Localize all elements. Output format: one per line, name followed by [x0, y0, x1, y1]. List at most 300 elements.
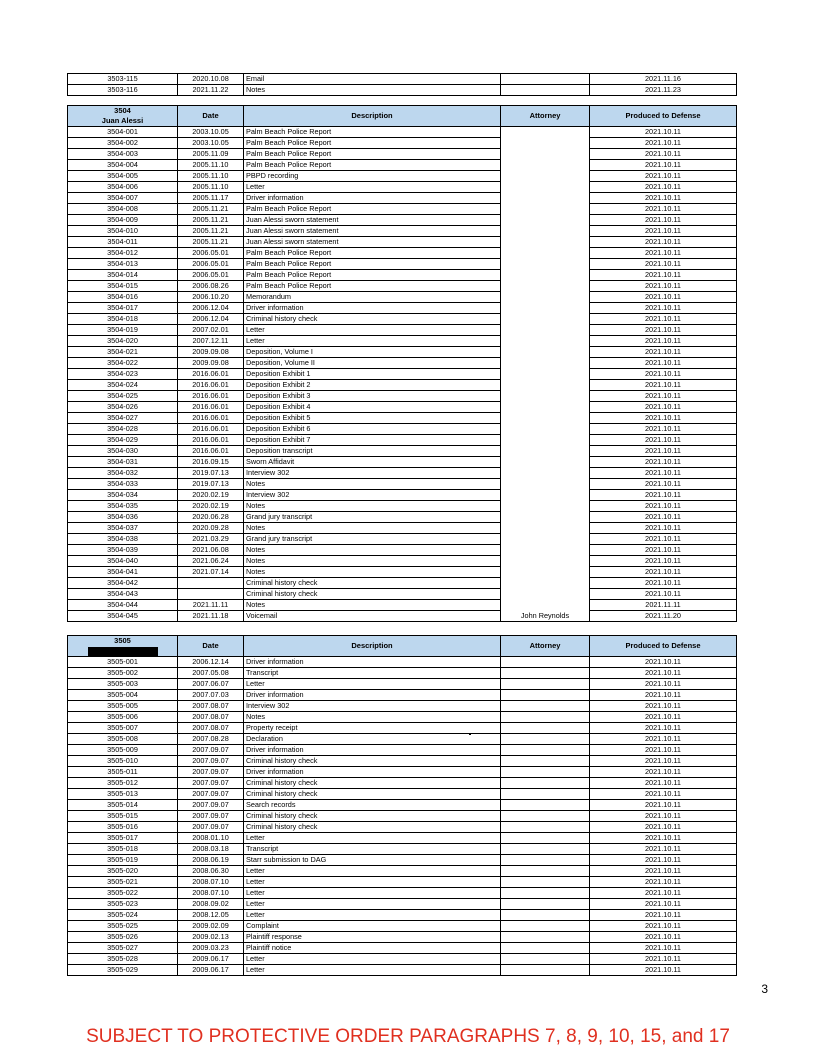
attorney-cell: [501, 391, 590, 402]
document-id: 3505-011: [68, 767, 178, 778]
document-date: 2007.05.08: [178, 668, 244, 679]
date-column-header: Date: [178, 106, 244, 127]
table-row: [68, 237, 737, 248]
document-description: Notes: [244, 545, 501, 556]
witness-name: Juan Alessi: [101, 116, 144, 125]
document-description: Driver information: [244, 303, 501, 314]
document-id: 3504-043: [68, 589, 178, 600]
document-description: Notes: [244, 501, 501, 512]
produced-date: 2021.10.11: [590, 248, 737, 259]
document-description: Letter: [244, 888, 501, 899]
document-date: 2006.12.04: [178, 303, 244, 314]
document-id: 3504-038: [68, 534, 178, 545]
document-id: 3505-010: [68, 756, 178, 767]
produced-date: 2021.10.11: [590, 877, 737, 888]
attorney-cell: [501, 171, 590, 182]
document-date: 2021.11.18: [178, 611, 244, 622]
document-id: 3504-019: [68, 325, 178, 336]
document-id: 3505-019: [68, 855, 178, 866]
document-date: 2005.11.10: [178, 171, 244, 182]
produced-date: 2021.10.11: [590, 855, 737, 866]
table-row: [68, 556, 737, 567]
document-description: Letter: [244, 965, 501, 976]
table-row: [68, 435, 737, 446]
document-id: 3505-023: [68, 899, 178, 910]
document-description: Plaintiff notice: [244, 943, 501, 954]
document-date: 2020.06.28: [178, 512, 244, 523]
document-description: Email: [244, 74, 501, 85]
document-date: 2016.06.01: [178, 435, 244, 446]
document-description: Palm Beach Police Report: [244, 149, 501, 160]
document-id: 3504-013: [68, 259, 178, 270]
document-id: 3505-025: [68, 921, 178, 932]
table-row: [68, 204, 737, 215]
table-row: [68, 85, 737, 96]
document-date: 2021.06.08: [178, 545, 244, 556]
document-date: 2005.11.21: [178, 226, 244, 237]
attorney-cell: [501, 281, 590, 292]
document-description: Letter: [244, 336, 501, 347]
table-row: [68, 248, 737, 259]
attorney-cell: [501, 490, 590, 501]
produced-date: 2021.10.11: [590, 734, 737, 745]
produced-date: 2021.10.11: [590, 556, 737, 567]
attorney-cell: [501, 556, 590, 567]
document-id: 3504-018: [68, 314, 178, 325]
document-date: 2006.05.01: [178, 248, 244, 259]
document-description: Criminal history check: [244, 778, 501, 789]
attorney-cell: [501, 402, 590, 413]
produced-date: 2021.10.11: [590, 281, 737, 292]
table-row: [68, 127, 737, 138]
document-id: 3505-024: [68, 910, 178, 921]
attorney-cell: [501, 657, 590, 668]
produced-date: 2021.10.11: [590, 921, 737, 932]
document-id: 3504-034: [68, 490, 178, 501]
section-number-header: [68, 106, 178, 127]
document-id: 3505-018: [68, 844, 178, 855]
attorney-cell: [501, 578, 590, 589]
document-date: 2008.12.05: [178, 910, 244, 921]
document-description: Palm Beach Police Report: [244, 248, 501, 259]
produced-date: 2021.10.11: [590, 822, 737, 833]
table-row: [68, 668, 737, 679]
document-description: Driver information: [244, 690, 501, 701]
table-row: [68, 734, 737, 745]
section-number: 3504: [114, 106, 131, 115]
produced-date: 2021.10.11: [590, 380, 737, 391]
attorney-cell: [501, 932, 590, 943]
produced-date: 2021.10.11: [590, 501, 737, 512]
attorney-cell: [501, 800, 590, 811]
document-id: 3504-045: [68, 611, 178, 622]
attorney-cell: [501, 921, 590, 932]
document-date: 2008.01.10: [178, 833, 244, 844]
attorney-cell: [501, 314, 590, 325]
document-id: 3504-001: [68, 127, 178, 138]
table-body: [68, 74, 737, 96]
document-id: 3505-007: [68, 723, 178, 734]
document-description: Deposition, Volume I: [244, 347, 501, 358]
date-column-header: Date: [178, 636, 244, 657]
table-3505: [67, 635, 737, 976]
attorney-cell: [501, 589, 590, 600]
table-row: [68, 932, 737, 943]
document-date: 2016.09.15: [178, 457, 244, 468]
document-date: 2005.11.21: [178, 237, 244, 248]
document-id: 3504-039: [68, 545, 178, 556]
attorney-cell: [501, 127, 590, 138]
document-description: Transcript: [244, 844, 501, 855]
document-date: 2008.03.18: [178, 844, 244, 855]
document-date: 2007.08.07: [178, 712, 244, 723]
table-row: [68, 281, 737, 292]
attorney-cell: [501, 833, 590, 844]
document-description: Interview 302: [244, 490, 501, 501]
produced-date: 2021.10.11: [590, 149, 737, 160]
attorney-cell: [501, 501, 590, 512]
document-id: 3505-003: [68, 679, 178, 690]
attorney-column-header: Attorney: [501, 636, 590, 657]
produced-date: 2021.10.11: [590, 899, 737, 910]
produced-date: 2021.10.11: [590, 336, 737, 347]
document-id: 3504-020: [68, 336, 178, 347]
attorney-cell: [501, 734, 590, 745]
attorney-cell: [501, 74, 590, 85]
table-row: [68, 877, 737, 888]
table-row: [68, 921, 737, 932]
produced-date: 2021.11.23: [590, 85, 737, 96]
table-row: [68, 679, 737, 690]
document-date: 2003.10.05: [178, 127, 244, 138]
attorney-cell: [501, 85, 590, 96]
table-row: [68, 534, 737, 545]
attorney-cell: [501, 237, 590, 248]
table-row: [68, 712, 737, 723]
attorney-cell: [501, 303, 590, 314]
attorney-cell: [501, 259, 590, 270]
attorney-cell: [501, 877, 590, 888]
document-description: Notes: [244, 567, 501, 578]
produced-date: 2021.10.11: [590, 679, 737, 690]
produced-date: 2021.10.11: [590, 193, 737, 204]
produced-date: 2021.10.11: [590, 811, 737, 822]
attorney-cell: [501, 424, 590, 435]
table-row: [68, 149, 737, 160]
document-description: Declaration: [244, 734, 501, 745]
table-row: [68, 523, 737, 534]
document-id: 3505-028: [68, 954, 178, 965]
table-row: [68, 138, 737, 149]
document-date: 2008.09.02: [178, 899, 244, 910]
document-date: 2007.09.07: [178, 756, 244, 767]
document-description: Voicemail: [244, 611, 501, 622]
document-description: Grand jury transcript: [244, 512, 501, 523]
document-description: Letter: [244, 954, 501, 965]
table-row: [68, 402, 737, 413]
attorney-cell: [501, 745, 590, 756]
produced-date: 2021.10.11: [590, 866, 737, 877]
document-id: 3505-004: [68, 690, 178, 701]
document-date: 2006.05.01: [178, 270, 244, 281]
document-description: Letter: [244, 866, 501, 877]
document-date: 2016.06.01: [178, 369, 244, 380]
produced-date: 2021.10.11: [590, 314, 737, 325]
document-id: 3504-023: [68, 369, 178, 380]
table-row: [68, 479, 737, 490]
document-description: Juan Alessi sworn statement: [244, 226, 501, 237]
table-row: [68, 182, 737, 193]
document-date: 2008.06.19: [178, 855, 244, 866]
document-description: Plaintiff response: [244, 932, 501, 943]
document-id: 3504-030: [68, 446, 178, 457]
document-description: Notes: [244, 479, 501, 490]
document-id: 3504-002: [68, 138, 178, 149]
attorney-cell: [501, 292, 590, 303]
document-id: 3504-031: [68, 457, 178, 468]
document-description: Palm Beach Police Report: [244, 259, 501, 270]
table-body: [68, 657, 737, 976]
document-id: 3504-035: [68, 501, 178, 512]
document-description: Driver information: [244, 745, 501, 756]
produced-date: 2021.10.11: [590, 182, 737, 193]
produced-date: 2021.10.11: [590, 259, 737, 270]
attorney-cell: [501, 888, 590, 899]
table-header-row: [68, 106, 737, 127]
attorney-cell: [501, 325, 590, 336]
document-description: Complaint: [244, 921, 501, 932]
document-date: 2021.07.14: [178, 567, 244, 578]
document-id: 3505-013: [68, 789, 178, 800]
produced-date: 2021.10.11: [590, 468, 737, 479]
document-description: Juan Alessi sworn statement: [244, 215, 501, 226]
document-description: Deposition Exhibit 7: [244, 435, 501, 446]
produced-date: 2021.10.11: [590, 138, 737, 149]
table-row: [68, 800, 737, 811]
produced-date: 2021.10.11: [590, 523, 737, 534]
attorney-cell: [501, 866, 590, 877]
produced-date: 2021.10.11: [590, 303, 737, 314]
attorney-cell: [501, 138, 590, 149]
produced-date: 2021.10.11: [590, 745, 737, 756]
table-body: [68, 127, 737, 622]
produced-date: 2021.10.11: [590, 668, 737, 679]
produced-date: 2021.10.11: [590, 789, 737, 800]
document-date: 2006.10.20: [178, 292, 244, 303]
table-row: [68, 657, 737, 668]
table-row: [68, 833, 737, 844]
table-row: [68, 391, 737, 402]
document-id: 3504-004: [68, 160, 178, 171]
attorney-cell: [501, 811, 590, 822]
attorney-cell: [501, 954, 590, 965]
table-row: [68, 413, 737, 424]
table-row: [68, 347, 737, 358]
produced-date: 2021.10.11: [590, 347, 737, 358]
document-date: 2008.07.10: [178, 888, 244, 899]
attorney-cell: [501, 347, 590, 358]
document-description: Sworn Affidavit: [244, 457, 501, 468]
attorney-cell: [501, 479, 590, 490]
attorney-cell: [501, 358, 590, 369]
document-description: Deposition Exhibit 4: [244, 402, 501, 413]
document-description: Interview 302: [244, 468, 501, 479]
table-row: [68, 270, 737, 281]
document-date: 2007.09.07: [178, 800, 244, 811]
table-row: [68, 567, 737, 578]
document-description: Criminal history check: [244, 811, 501, 822]
document-date: [178, 589, 244, 600]
table-row: [68, 888, 737, 899]
document-date: 2020.10.08: [178, 74, 244, 85]
table-row: [68, 778, 737, 789]
document-description: Palm Beach Police Report: [244, 270, 501, 281]
document-description: Deposition Exhibit 2: [244, 380, 501, 391]
document-id: 3503-116: [68, 85, 178, 96]
produced-date: 2021.10.11: [590, 767, 737, 778]
produced-date: 2021.10.11: [590, 690, 737, 701]
produced-date: 2021.10.11: [590, 325, 737, 336]
document-id: 3505-008: [68, 734, 178, 745]
attorney-cell: [501, 226, 590, 237]
document-id: 3504-027: [68, 413, 178, 424]
attorney-cell: [501, 369, 590, 380]
table-row: [68, 501, 737, 512]
document-date: 2008.06.30: [178, 866, 244, 877]
produced-date: 2021.10.11: [590, 545, 737, 556]
document-description: Notes: [244, 85, 501, 96]
attorney-cell: [501, 160, 590, 171]
table-row: [68, 811, 737, 822]
produced-date: 2021.10.11: [590, 435, 737, 446]
produced-date: 2021.11.11: [590, 600, 737, 611]
document-date: 2009.06.17: [178, 954, 244, 965]
produced-date: 2021.10.11: [590, 578, 737, 589]
document-id: 3504-037: [68, 523, 178, 534]
document-date: 2019.07.13: [178, 479, 244, 490]
document-id: 3504-025: [68, 391, 178, 402]
document-date: 2016.06.01: [178, 424, 244, 435]
table-row: [68, 160, 737, 171]
document-id: 3504-032: [68, 468, 178, 479]
attorney-cell: [501, 844, 590, 855]
document-id: 3505-001: [68, 657, 178, 668]
document-id: 3504-024: [68, 380, 178, 391]
document-id: 3504-009: [68, 215, 178, 226]
attorney-cell: [501, 523, 590, 534]
document-date: 2021.11.22: [178, 85, 244, 96]
attorney-cell: [501, 204, 590, 215]
table-row: [68, 701, 737, 712]
document-description: Juan Alessi sworn statement: [244, 237, 501, 248]
document-id: 3505-005: [68, 701, 178, 712]
document-date: [178, 578, 244, 589]
produced-date: 2021.10.11: [590, 512, 737, 523]
attorney-cell: [501, 512, 590, 523]
produced-date: 2021.10.11: [590, 369, 737, 380]
produced-date: 2021.10.11: [590, 657, 737, 668]
document-description: Driver information: [244, 767, 501, 778]
document-id: 3504-014: [68, 270, 178, 281]
document-date: 2007.09.07: [178, 767, 244, 778]
document-date: 2006.05.01: [178, 259, 244, 270]
table-row: [68, 723, 737, 734]
document-id: 3505-027: [68, 943, 178, 954]
document-id: 3505-015: [68, 811, 178, 822]
produced-date: 2021.10.11: [590, 391, 737, 402]
document-date: 2016.06.01: [178, 413, 244, 424]
document-date: 2016.06.01: [178, 446, 244, 457]
document-description: Deposition Exhibit 5: [244, 413, 501, 424]
table-row: [68, 855, 737, 866]
produced-date: 2021.10.11: [590, 479, 737, 490]
attorney-cell: [501, 712, 590, 723]
document-date: 2007.09.07: [178, 822, 244, 833]
attorney-cell: [501, 380, 590, 391]
produced-date: 2021.10.11: [590, 402, 737, 413]
document-id: 3504-012: [68, 248, 178, 259]
document-description: Transcript: [244, 668, 501, 679]
table-row: [68, 325, 737, 336]
document-description: Deposition Exhibit 6: [244, 424, 501, 435]
produced-date: 2021.10.11: [590, 292, 737, 303]
table-row: [68, 457, 737, 468]
produced-date: 2021.10.11: [590, 965, 737, 976]
produced-column-header: Produced to Defense: [590, 636, 737, 657]
produced-date: 2021.10.11: [590, 844, 737, 855]
produced-date: 2021.10.11: [590, 215, 737, 226]
document-id: 3505-022: [68, 888, 178, 899]
produced-date: 2021.10.11: [590, 712, 737, 723]
produced-date: 2021.10.11: [590, 567, 737, 578]
document-id: 3504-026: [68, 402, 178, 413]
document-id: 3504-033: [68, 479, 178, 490]
attorney-cell: [501, 668, 590, 679]
attorney-cell: [501, 545, 590, 556]
document-id: 3504-036: [68, 512, 178, 523]
document-date: 2009.02.09: [178, 921, 244, 932]
document-id: 3505-012: [68, 778, 178, 789]
document-description: Letter: [244, 182, 501, 193]
table-row: [68, 866, 737, 877]
document-id: 3504-010: [68, 226, 178, 237]
document-date: 2021.06.24: [178, 556, 244, 567]
document-description: Criminal history check: [244, 578, 501, 589]
document-id: 3504-015: [68, 281, 178, 292]
produced-date: 2021.10.11: [590, 446, 737, 457]
document-date: 2007.09.07: [178, 789, 244, 800]
document-description: Palm Beach Police Report: [244, 138, 501, 149]
attorney-cell: [501, 336, 590, 347]
document-id: 3504-041: [68, 567, 178, 578]
attorney-cell: [501, 899, 590, 910]
produced-date: 2021.10.11: [590, 756, 737, 767]
document-description: Criminal history check: [244, 789, 501, 800]
document-date: 2009.02.13: [178, 932, 244, 943]
document-description: Notes: [244, 523, 501, 534]
document-date: 2005.11.21: [178, 204, 244, 215]
section-number-header: [68, 636, 178, 657]
table-row: [68, 943, 737, 954]
document-date: 2016.06.01: [178, 380, 244, 391]
attorney-cell: [501, 567, 590, 578]
document-id: 3504-022: [68, 358, 178, 369]
table-row: [68, 446, 737, 457]
attorney-cell: [501, 910, 590, 921]
document-date: 2021.11.11: [178, 600, 244, 611]
document-id: 3505-021: [68, 877, 178, 888]
document-id: 3504-008: [68, 204, 178, 215]
